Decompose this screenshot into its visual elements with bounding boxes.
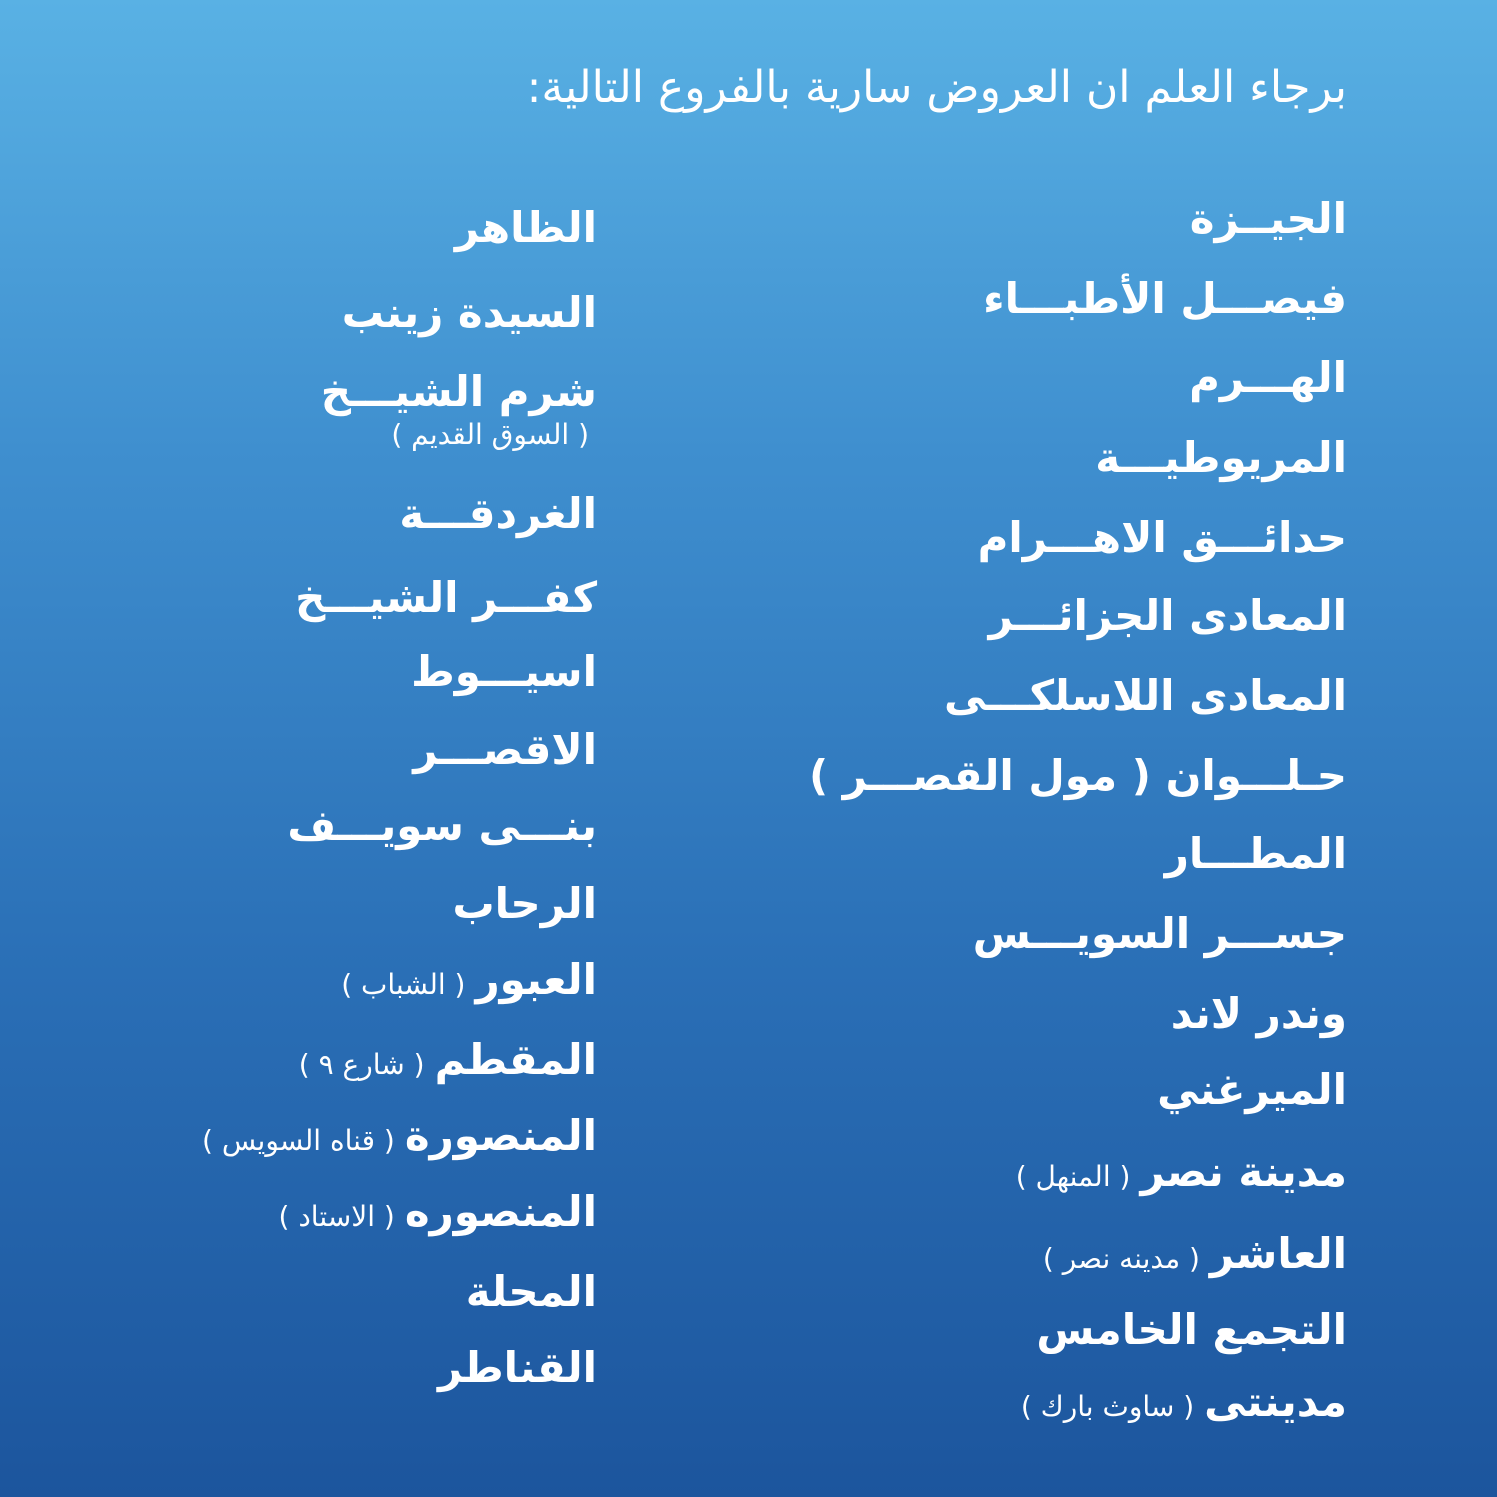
- branch-name: فيصـــل الأطبـــاء: [983, 274, 1347, 323]
- branch-item: [1016, 1146, 1347, 1203]
- branch-item: [1190, 193, 1347, 245]
- branch-item: [973, 908, 1347, 960]
- branch-name: اسيـــوط: [411, 647, 597, 696]
- branch-name: المقطم: [434, 1035, 597, 1084]
- branch-name: الجيــزة: [1189, 194, 1347, 243]
- branch-note: ( قناه السويس ): [202, 1124, 395, 1157]
- branch-name: المريوطيـــة: [1095, 433, 1347, 482]
- branch-name: المطـــار: [1164, 829, 1347, 878]
- branch-item: [1095, 432, 1347, 484]
- branch-name: الهـــرم: [1189, 353, 1347, 402]
- branch-name: بنـــى سويـــف: [287, 801, 597, 850]
- branch-name: مدينتى: [1204, 1377, 1347, 1426]
- branch-item: [1189, 352, 1347, 404]
- branch-name: القناطر: [438, 1343, 597, 1392]
- branch-name: الميرغني: [1157, 1065, 1347, 1114]
- branch-item: [287, 800, 597, 852]
- branch-item: [411, 646, 597, 698]
- branch-item: [413, 724, 597, 776]
- branch-item: [321, 366, 597, 452]
- branch-note: ( الاستاد ): [278, 1200, 395, 1233]
- branch-name: المعادى الجزائـــر: [988, 591, 1347, 640]
- branch-name: المنصورة: [404, 1111, 597, 1160]
- branch-name: المحلة: [465, 1267, 597, 1316]
- branch-sub-note: ( السوق القديم ): [391, 418, 589, 451]
- branch-name: الظاهر: [454, 203, 597, 252]
- branch-name: حـلـــوان ( مول القصـــر ): [808, 751, 1347, 800]
- branch-item: [202, 1110, 597, 1167]
- branch-name: جســـر السويـــس: [972, 909, 1347, 958]
- branch-item: [399, 488, 597, 540]
- branch-item: [1036, 1304, 1347, 1356]
- branch-name: وندر لاند: [1170, 989, 1347, 1038]
- branch-item: [452, 878, 597, 930]
- branch-item: [989, 590, 1347, 642]
- branch-item: [341, 954, 597, 1011]
- branch-item: [809, 750, 1347, 802]
- branch-note: ( شارع ٩ ): [298, 1048, 425, 1081]
- branch-item: [983, 273, 1347, 325]
- branch-name: الاقصـــر: [413, 725, 597, 774]
- branch-item: [1043, 1228, 1347, 1285]
- branch-note: ( مدينه نصر ): [1042, 1242, 1200, 1275]
- branch-note: ( ساوث بارك ): [1020, 1390, 1195, 1423]
- branch-name: كفـــر الشيـــخ: [295, 573, 597, 622]
- branch-item: [1157, 1064, 1347, 1116]
- branch-name: السيدة زينب: [341, 288, 597, 337]
- branch-item: [295, 572, 597, 624]
- branch-item: [1165, 828, 1347, 880]
- branch-name: الرحاب: [452, 879, 597, 928]
- branch-name: العاشر: [1209, 1229, 1347, 1278]
- branch-item: [279, 1186, 597, 1243]
- branch-name: التجمع الخامس: [1036, 1305, 1347, 1354]
- branch-item: [299, 1034, 597, 1091]
- branch-item: [978, 512, 1347, 564]
- branch-name: المنصوره: [404, 1187, 597, 1236]
- branch-item: [1021, 1376, 1347, 1433]
- heading: برجاء العلم ان العروض سارية بالفروع التالية:: [526, 62, 1347, 113]
- branch-name: العبور: [475, 955, 597, 1004]
- branch-item: [1171, 988, 1347, 1040]
- branch-name: المعادى اللاسلكـــى: [944, 671, 1347, 720]
- branch-item: [466, 1266, 597, 1318]
- branch-name: شرم الشيـــخ: [320, 367, 597, 416]
- branch-item: [944, 670, 1347, 722]
- branch-item: [342, 287, 597, 339]
- branch-note: ( المنهل ): [1015, 1160, 1131, 1193]
- branch-item: [455, 202, 597, 254]
- branch-item: [438, 1342, 597, 1394]
- branch-note: ( الشباب ): [341, 968, 466, 1001]
- branch-name: الغردقـــة: [399, 489, 597, 538]
- branch-name: مدينة نصر: [1140, 1147, 1347, 1196]
- branch-name: حدائـــق الاهـــرام: [977, 513, 1347, 562]
